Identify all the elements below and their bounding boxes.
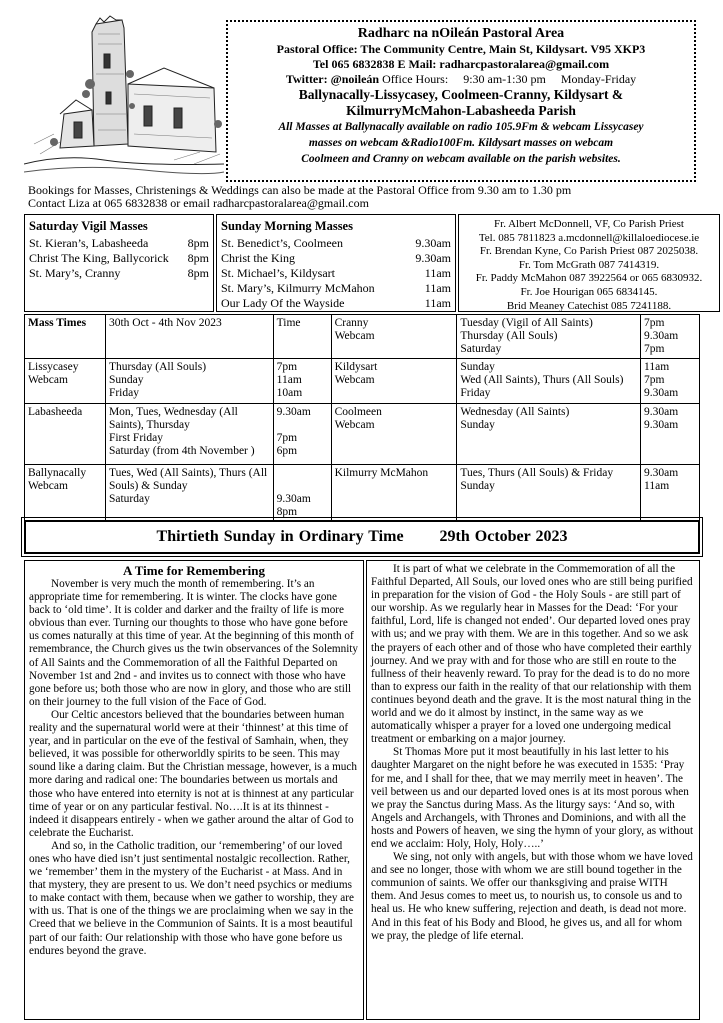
table-cell-place: Cranny Webcam bbox=[331, 315, 457, 359]
sunday-mass-item bbox=[221, 236, 451, 251]
table-row bbox=[25, 359, 700, 404]
article-column-right bbox=[366, 560, 700, 1020]
article-paragraph: We sing, not only with angels, but with those whom we have loved and see no longer, those with whom we are still bound together in the communion of saints. We offer our thanksgiving and praise WITH them. And Jesus comes to meet us, to nourish us, to console us and to heal us. He who knew suffering, rejection and death, is dead not more. And in this feat of his Body and Blood, he gives us, and all for whom we pray, the pledge of life eternal. bbox=[371, 851, 693, 942]
bookings-line-2: Contact Liza at 065 6832838 or email radharcpastoralarea@gmail.com bbox=[28, 196, 369, 210]
table-cell-times: 9.30am 9.30am bbox=[641, 404, 700, 465]
bookings-notice bbox=[28, 184, 708, 210]
mass-place: Christ the King bbox=[221, 251, 295, 265]
sunday-morning-box bbox=[216, 214, 456, 312]
office-address: Pastoral Office: The Community Centre, Main St, Kildysart. V95 XKP3 bbox=[276, 42, 646, 56]
table-cell-times: 7pm 11am 10am bbox=[273, 359, 331, 404]
office-hours: Office Hours: 9:30 am-1:30 pm Monday-Friday bbox=[382, 72, 637, 86]
article-paragraph: November is very much the month of remembering. It’s an appropriate time for remembering. It is winter. The clocks have gone back to ‘old time’. It is colder and darker and the frailty of life is more obvious than ever. Turning our thoughts to those who have gone before us comes naturally at this time of year. At the beginning of this month of remembrance, the Church gives us the twin observances of the Solemnity of All Saints and the Commemoration of all the Faithful Departed on November 1st and 2nd - and invites us to connect with those who have gone before us; both those who are now in glory, and those who are still on their journey to the full vision of the Face of God. bbox=[29, 578, 359, 708]
table-cell-place: Lissycasey Webcam bbox=[25, 359, 106, 404]
office-email[interactable]: E Mail: radharcpastoralarea@gmail.com bbox=[397, 57, 610, 71]
mass-place: St. Benedict’s, Coolmeen bbox=[221, 236, 343, 250]
mass-time: 8pm bbox=[187, 266, 209, 280]
church-illustration bbox=[24, 14, 224, 180]
bookings-line-1: Bookings for Masses, Christenings & Weddings can also be made at the Pastoral Office from 9.30 am to 1.30 pm bbox=[28, 183, 572, 197]
sunday-mass-item bbox=[221, 251, 451, 266]
sunday-mass-item bbox=[221, 266, 451, 281]
table-cell-days: Tuesday (Vigil of All Saints) Thursday (All Souls) Saturday bbox=[457, 315, 641, 359]
mass-time: 11am bbox=[424, 266, 451, 280]
mass-place: St. Kieran’s, Labasheeda bbox=[29, 236, 149, 250]
twitter-handle[interactable]: Twitter: @noileán bbox=[285, 72, 380, 86]
table-cell-times: 7pm 9.30am 7pm bbox=[641, 315, 700, 359]
sunday-mass-item bbox=[221, 281, 451, 296]
article-paragraph: St Thomas More put it most beautifully in his last letter to his daughter Margaret on the night before he was executed in 1535: ‘Pray for me, and I shall for thee, that we may merrily meet in heaven’. The veil between us and our departed loved ones is at its most porous when we pray the Sanctus during Mass. As the liturgy says: ‘And so, with Angels and Archangels, with Thrones and Dominions, and with all the hosts and Powers of heaven, we sing the hymn of your glory, as without end we acclaim: Holy, Holy, Holy…..’ bbox=[371, 746, 694, 850]
clergy-contact: Fr. Tom McGrath 087 7414319. bbox=[518, 258, 660, 271]
mass-time: 11am bbox=[424, 296, 451, 310]
mass-place: St. Michael’s, Kildysart bbox=[221, 266, 335, 280]
table-cell-days: Sunday Wed (All Saints), Thurs (All Souls) Friday bbox=[457, 359, 641, 404]
table-cell-place: Labasheeda bbox=[25, 404, 106, 465]
sunday-banner bbox=[24, 520, 700, 554]
mass-place: Christ The King, Ballycorick bbox=[29, 251, 169, 265]
clergy-contact: Brid Meaney Catechist 085 7241188. bbox=[506, 299, 672, 312]
clergy-contact: Fr. Paddy McMahon 087 3922564 or 065 6830932. bbox=[475, 272, 703, 285]
article-paragraph: It is part of what we celebrate in the Commemoration of all the Faithful Departed, All Souls, our loved ones who are still being purified in preparation for the vision of God - the Holy Souls - are still part of our worship. As we regularly hear in Masses for the Dead: ‘For your faithful, Lord, life is changed not ended’. Our departed loved ones pray with us; and we pray with them. We are in this together. And so we ask the prayers of each other and of those who have completed their earthly journey. And we pray with and for those who are still en route to the fullness of their heavenly reward. To pray for the dead is to do no more than to express our faith in the reality of that our relationship with them continues beyond death and the grave. It is the most natural thing in the world and we do it almost by instinct, in the same way as we automatically whisper a prayer for a loved one undergoing medical treatment or embarking on a major journey. bbox=[371, 563, 693, 746]
mass-time: 8pm bbox=[187, 236, 209, 250]
table-cell-times: 9.30am 7pm 6pm bbox=[273, 404, 331, 465]
mass-times-time-header: Time bbox=[273, 315, 331, 359]
saturday-mass-item bbox=[29, 266, 209, 281]
pastoral-area-header bbox=[226, 20, 696, 182]
table-row bbox=[25, 404, 700, 465]
pastoral-area-title: Radharc na nOileán Pastoral Area bbox=[357, 26, 565, 41]
liturgical-sunday-date: 29th October 2023 bbox=[439, 528, 568, 545]
sunday-morning-heading: Sunday Morning Masses bbox=[221, 219, 353, 233]
liturgical-sunday-title: Thirtieth Sunday in Ordinary Time bbox=[156, 528, 404, 545]
table-cell-days: Tues, Wed (All Saints), Thurs (All Souls) & Sunday Saturday bbox=[105, 465, 273, 522]
office-phone: Tel 065 6832838 bbox=[312, 57, 395, 71]
mass-place: St. Mary’s, Kilmurry McMahon bbox=[221, 281, 375, 295]
table-cell-place: Ballynacally Webcam bbox=[25, 465, 106, 522]
mass-time: 9.30am bbox=[415, 251, 451, 265]
sunday-mass-item bbox=[221, 296, 451, 311]
mass-place: St. Mary’s, Cranny bbox=[29, 266, 121, 280]
clergy-contacts-box bbox=[458, 214, 720, 312]
saturday-mass-item bbox=[29, 251, 209, 266]
table-cell-times: 9.30am 8pm bbox=[273, 465, 331, 522]
article-paragraph: And so, in the Catholic tradition, our ‘remembering’ of our loved ones who have died isn’t just sentimental nostalgic recollection. Rather, we ‘remember’ them in the mystery of the Eucharist - at Mass. And in that mystery, they are present to us. We don’t need psychics or mediums to make contact with them, because when we gather to worship, they are with us. That is one of the things we are proclaiming when we say in the Creed that we believe in the Communion of Saints. It is a most beautiful part of our faith: Our relationship with those who have gone before us endures beyond the grave. bbox=[29, 839, 354, 957]
mass-times-dates: 30th Oct - 4th Nov 2023 bbox=[105, 315, 273, 359]
mass-time: 8pm bbox=[187, 251, 209, 265]
webcam-info-3: Coolmeen and Cranny on webcam available on the parish websites. bbox=[301, 153, 621, 165]
mass-time: 11am bbox=[424, 281, 451, 295]
table-cell-place: Kildysart Webcam bbox=[331, 359, 457, 404]
table-cell-place: Coolmeen Webcam bbox=[331, 404, 457, 465]
article-column-left bbox=[24, 560, 364, 1020]
table-cell-times: 11am 7pm 9.30am bbox=[641, 359, 700, 404]
article bbox=[24, 560, 700, 1020]
table-cell-days: Thursday (All Souls) Sunday Friday bbox=[105, 359, 273, 404]
article-paragraph: Our Celtic ancestors believed that the boundaries between human reality and the supernatural world were at their ‘thinnest’ at this time of year, and in particular on the eve of the festival of Samhain, when, they believed, it was possible for otherworldly spirits to be seen. This may sound like a daring claim. But the Christian message, however, is a much more daring and radical one: The boundaries between us mortals and those who have entered into eternity is not at is thinnest at any particular time of year or on any particular festival. No….It is at its thinnest - indeed it disappears entirely - when we gather around the altar of God to celebrate the Eucharist. bbox=[29, 708, 357, 839]
table-cell-days: Wednesday (All Saints) Sunday bbox=[457, 404, 641, 465]
article-title: A Time for Remembering bbox=[123, 563, 265, 578]
parish-names-1: Ballynacally-Lissycasey, Coolmeen-Cranny, Kildysart & bbox=[298, 87, 624, 102]
mass-times-table bbox=[24, 314, 700, 522]
mass-schedule-row bbox=[24, 214, 703, 312]
table-row bbox=[25, 465, 700, 522]
table-cell-place: Kilmurry McMahon bbox=[331, 465, 457, 522]
parish-names-2: KilmurryMcMahon-Labasheeda Parish bbox=[346, 103, 576, 118]
mass-place: Our Lady Of the Wayside bbox=[221, 296, 345, 310]
webcam-info-2: masses on webcam &Radio100Fm. Kildysart masses on webcam bbox=[308, 137, 614, 149]
webcam-info-1: All Masses at Ballynacally available on radio 105.9Fm & webcam Lissycasey bbox=[278, 121, 644, 133]
table-cell-days: Mon, Tues, Wednesday (All Saints), Thursday First Friday Saturday (from 4th November ) bbox=[105, 404, 273, 465]
saturday-mass-item bbox=[29, 236, 209, 251]
clergy-contact: Fr. Albert McDonnell, VF, Co Parish Priest bbox=[494, 218, 684, 230]
saturday-vigil-heading: Saturday Vigil Masses bbox=[29, 219, 148, 233]
table-cell-days: Tues, Thurs (All Souls) & Friday Sunday bbox=[457, 465, 641, 522]
mass-time: 9.30am bbox=[415, 236, 451, 250]
table-cell-times: 9.30am 11am bbox=[641, 465, 700, 522]
clergy-contact: Fr. Brendan Kyne, Co Parish Priest 087 2025038. bbox=[479, 245, 699, 258]
table-header-row bbox=[25, 315, 700, 359]
clergy-contact: Tel. 085 7811823 a.mcdonnell@killaloediocese.ie bbox=[478, 231, 700, 244]
mass-times-label: Mass Times bbox=[25, 315, 106, 359]
saturday-vigil-box bbox=[24, 214, 214, 312]
clergy-contact: Fr. Joe Hourigan 065 6834145. bbox=[520, 285, 658, 298]
